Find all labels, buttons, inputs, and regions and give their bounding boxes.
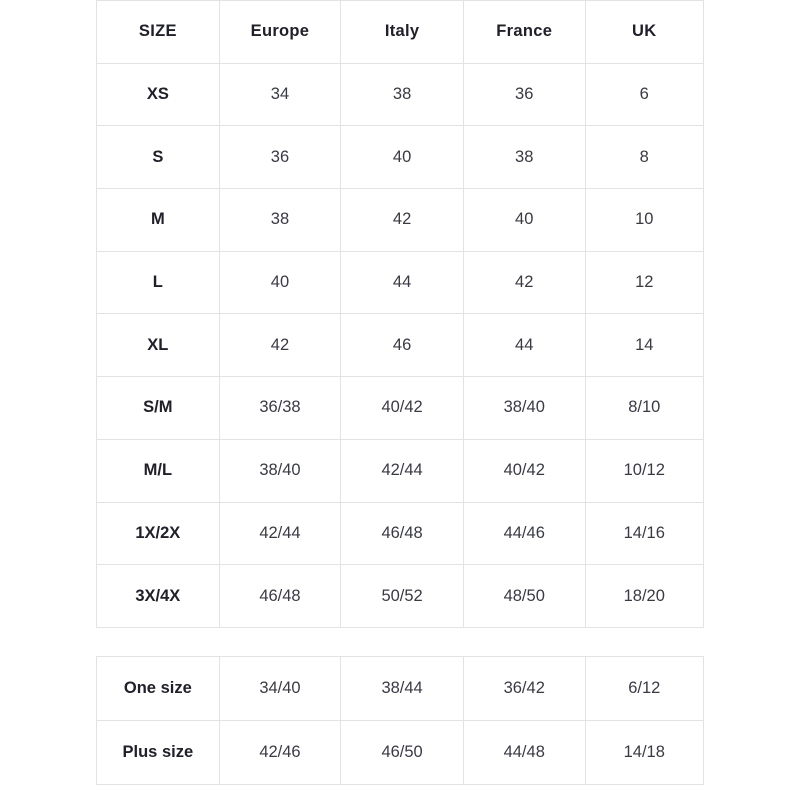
table-row	[97, 126, 704, 189]
table-row	[97, 439, 704, 502]
cell-size: M/L	[97, 439, 220, 502]
table-row	[97, 720, 704, 784]
table-gap-divider	[96, 628, 704, 656]
cell-uk: 8	[585, 126, 703, 189]
cell-europe: 42	[219, 314, 341, 377]
cell-italy: 46/48	[341, 502, 464, 565]
table-row	[97, 189, 704, 252]
cell-italy: 40	[341, 126, 464, 189]
column-header-europe: Europe	[219, 1, 341, 64]
table-header-row	[97, 1, 704, 64]
cell-europe: 34/40	[219, 656, 341, 720]
cell-europe: 46/48	[219, 565, 341, 628]
cell-uk: 18/20	[585, 565, 703, 628]
cell-italy: 38/44	[341, 656, 464, 720]
cell-size: 1X/2X	[97, 502, 220, 565]
table-row	[97, 63, 704, 126]
table-body	[97, 63, 704, 627]
column-header-size: SIZE	[97, 1, 220, 64]
column-header-france: France	[463, 1, 585, 64]
cell-france: 42	[463, 251, 585, 314]
cell-italy: 40/42	[341, 377, 464, 440]
size-conversion-table	[96, 0, 704, 628]
cell-italy: 42/44	[341, 439, 464, 502]
column-header-uk: UK	[585, 1, 703, 64]
cell-size: Plus size	[97, 720, 220, 784]
cell-france: 40	[463, 189, 585, 252]
cell-france: 38/40	[463, 377, 585, 440]
cell-italy: 50/52	[341, 565, 464, 628]
cell-france: 36/42	[463, 656, 585, 720]
cell-italy: 44	[341, 251, 464, 314]
cell-france: 44	[463, 314, 585, 377]
table-row	[97, 251, 704, 314]
cell-france: 40/42	[463, 439, 585, 502]
column-header-italy: Italy	[341, 1, 464, 64]
cell-size: XL	[97, 314, 220, 377]
cell-uk: 12	[585, 251, 703, 314]
cell-france: 44/46	[463, 502, 585, 565]
cell-size: L	[97, 251, 220, 314]
cell-size: M	[97, 189, 220, 252]
table-row	[97, 502, 704, 565]
cell-uk: 8/10	[585, 377, 703, 440]
general-size-table	[96, 656, 704, 785]
table-row	[97, 565, 704, 628]
cell-france: 48/50	[463, 565, 585, 628]
cell-europe: 40	[219, 251, 341, 314]
cell-italy: 42	[341, 189, 464, 252]
cell-italy: 46	[341, 314, 464, 377]
cell-uk: 10/12	[585, 439, 703, 502]
cell-europe: 42/44	[219, 502, 341, 565]
cell-europe: 42/46	[219, 720, 341, 784]
cell-size: One size	[97, 656, 220, 720]
cell-uk: 6/12	[585, 656, 703, 720]
cell-size: XS	[97, 63, 220, 126]
cell-uk: 10	[585, 189, 703, 252]
cell-europe: 38	[219, 189, 341, 252]
table-header	[97, 1, 704, 64]
cell-italy: 38	[341, 63, 464, 126]
table-row	[97, 656, 704, 720]
cell-size: S/M	[97, 377, 220, 440]
cell-uk: 6	[585, 63, 703, 126]
cell-europe: 38/40	[219, 439, 341, 502]
cell-france: 38	[463, 126, 585, 189]
cell-size: 3X/4X	[97, 565, 220, 628]
cell-size: S	[97, 126, 220, 189]
cell-france: 44/48	[463, 720, 585, 784]
cell-europe: 36/38	[219, 377, 341, 440]
cell-uk: 14/18	[585, 720, 703, 784]
cell-uk: 14/16	[585, 502, 703, 565]
cell-europe: 34	[219, 63, 341, 126]
cell-uk: 14	[585, 314, 703, 377]
table-row	[97, 377, 704, 440]
cell-europe: 36	[219, 126, 341, 189]
cell-italy: 46/50	[341, 720, 464, 784]
cell-france: 36	[463, 63, 585, 126]
table-row	[97, 314, 704, 377]
general-size-table-body	[97, 656, 704, 784]
